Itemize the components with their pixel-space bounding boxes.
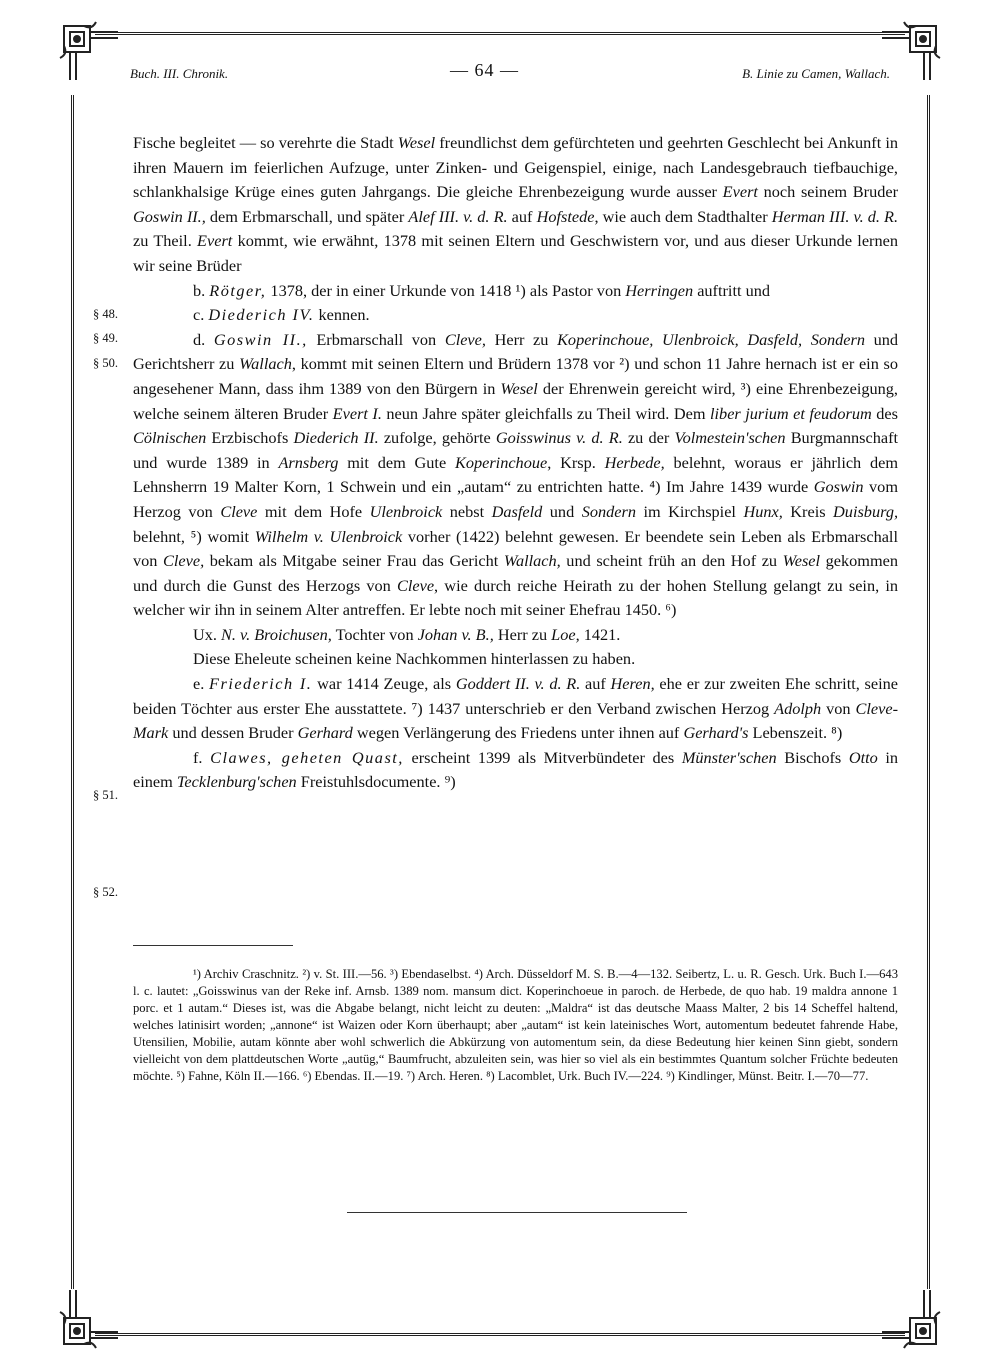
section-49: c. Diederich IV. kennen. [193,305,370,325]
spouse-line: Ux. N. v. Broichusen, Tochter von Johan v. B., Herr zu Loe, 1421. [193,624,621,644]
section-51: e. Friederich I. war 1414 Zeuge, als Goddert II. v. d. R. auf Heren, ehe er zur zweiten Ehe schritt, seine beiden Töchter aus erster Ehe ausstattete. ⁷) 1437 unterschrieb er den Verband zwischen Herzog Adolph von Cleve-Mark und dessen Bruder Gerhard wegen Verlängerung des Friedens unter ihnen auf Gerhard's Lebenszeit. ⁸) [133,674,899,743]
section-48: b. Rötger, 1378, der in einer Urkunde von 1418 ¹) als Pastor von Herringen auftritt und [193,280,770,300]
corner-ornament-bottom-right-icon [874,1282,944,1352]
page-number: — 64 — [450,60,519,80]
section-50: d. Goswin II., Erbmarschall von Cleve, Herr zu Koperinchoue, Ulenbroick, Dasfeld, Sondern und Gerichtsherr zu Wallach, kommt mit seinen Eltern und Brüdern 1378 vor ²) und schon 11 Jahre hernach ist er ein so angesehener Mann, dass ihm 1389 von den Bürgern in Wesel der Ehrenwein gereicht wird, ³) eine Ehrenbezeigung, welche seinem älteren Bruder Evert I. neun Jahre später gleichfalls zu Theil wird. Dem liber jurium et feudorum des Cölnischen Erzbischofs Diederich II. zufolge, gehörte Goisswinus v. d. R. zu der Volmestein'schen Burgmannschaft und wurde 1389 in Arnsberg mit dem Gute Koperinchoue, Krsp. Herbede, belehnt, woraus er jährlich dem Lehnsherrn 19 Malter Korn, 1 Schwein und ein „autam“ zu entrichten hatte. ⁴) Im Jahre 1439 wurde Goswin vom Herzog von Cleve mit dem Hofe Ulenbroick nebst Dasfeld und Sondern im Kirchspiel Hunx, Kreis Duisburg, belehnt, ⁵) womit Wilhelm v. Ulenbroick vorher (1422) belehnt gewesen. Er beendete sein Leben als Erbmarschall von Cleve, bekam als Mitgabe seiner Frau das Gericht Wallach, und scheint früh an den Hof zu Wesel gekommen und durch die Gunst des Herzogs von Cleve, wie durch reiche Heirath zu der hohen Stellung gelangt zu sein, in welcher wir ihn in seinem Alter antreffen. Er lebte noch mit seiner Ehefrau 1450. ⁶) [133,329,899,620]
intro-paragraph: Fische begleitet — so verehrte die Stadt Wesel freundlichst dem gefürchteten und geehrten Geschlecht bei Ankunft in ihren Mauern im feierlichen Aufzuge, unter Zinken- und Geigenspiel, einige, nach Landesgebrauch tiefbauchige, schlankhalsige Krüge eines guten Jahrgangs. Die gleiche Ehrenbezeigung wurde ausser Evert noch seinem Bruder Goswin II., dem Erbmarschall, und später Alef III. v. d. R. auf Hofstede, wie auch dem Stadthalter Herman III. v. d. R. zu Theil. Evert kommt, wie erwähnt, 1378 mit seinen Eltern und Geschwistern vor, und aus dieser Urkunde lernen wir seine Brüder [133,133,899,275]
corner-ornament-top-left-icon [56,18,126,88]
header-left: Buch. III. Chronik. [130,66,229,81]
section-52: f. Clawes, geheten Quast, erscheint 1399 als Mitverbündeter des Münster'schen Bischofs Otto in einem Tecklenburg'schen Freistuhlsdocumente. ⁹) [133,747,899,792]
paragraph-number-52: § 52. [93,885,118,899]
no-descendants-line: Diese Eheleute scheinen keine Nachkommen hinterlassen zu haben. [193,649,636,669]
running-header [130,60,890,84]
border-top [95,32,905,35]
border-left [71,95,74,1289]
corner-ornament-bottom-left-icon [56,1282,126,1352]
paragraph-number-50: § 50. [93,356,118,370]
footnote-divider [133,945,293,946]
paragraph-number-49: § 49. [93,331,118,345]
end-rule [347,1212,687,1213]
footnotes [133,966,898,1085]
paragraph-number-48: § 48. [93,307,118,321]
main-text [133,131,898,795]
border-right [927,95,930,1289]
paragraph-number-51: § 51. [93,788,118,802]
header-right: B. Linie zu Camen, Wallach. [742,66,890,81]
footnotes-text: ¹) Archiv Craschnitz. ²) v. St. III.—56. ³) Ebendaselbst. ⁴) Arch. Düsseldorf M. S. B.—4—132. Seibertz, L. u. R. Gesch. Urk. Buch I.—643 l. c. lautet: „Goisswinus van der Reke inf. Arnsb. 1389 nom. mansum dict. Koperinchoeue in paroch. de Herbede, de quo hab. 19 maldra annone 1 porc. et 1 autam.“ Dieses ist, was die Abgabe belangt, nicht leicht zu deuten: „Maldra“ ist das deutsche Maass Malter, 2 bis 14 Scheffel haltend, welches latinisirt worden; „annone“ ist Waizen oder Korn überhaupt; aber „autam“ ist kein lateinisches Wort, automentum bedeutet fahrende Habe, Utensilien, Mobilie, autam könnte aber wohl schwerlich die Abkürzung von automentum sein, da diese Bedeutung hier keinen Sinn giebt, sondern vielleicht von dem plattdeutschen Worte „autüg,“ Baumfrucht, abzuleiten sein, was hier so viel als ein bestimmtes Quantum solcher Früchte bedeuten möchte. ⁵) Fahne, Köln II.—166. ⁶) Ebendas. II.—19. ⁷) Arch. Heren. ⁸) Lacomblet, Urk. Buch IV.—224. ⁹) Kindlinger, Münst. Beitr. I.—70—77. [133,967,898,1083]
border-bottom [95,1333,905,1336]
